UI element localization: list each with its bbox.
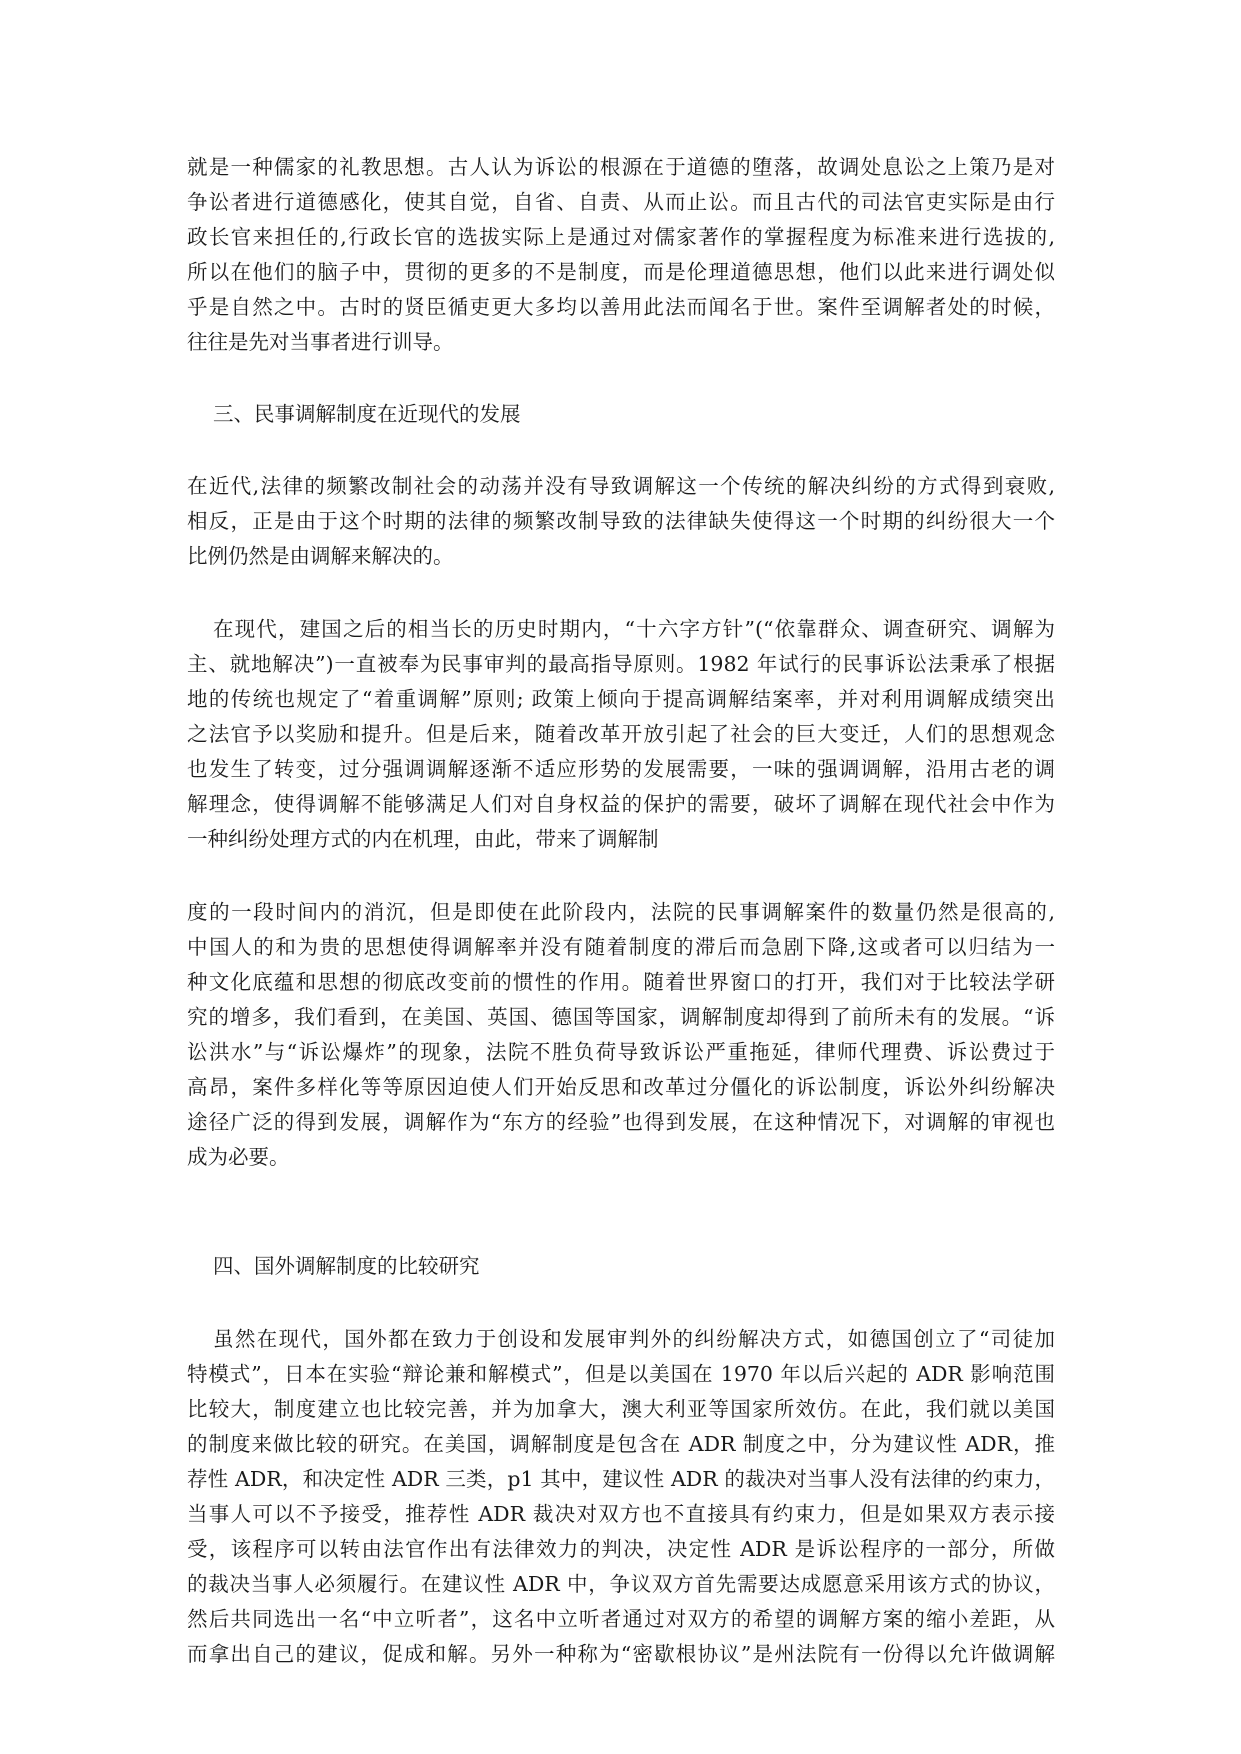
paragraph <box>187 612 1055 857</box>
text-line: 在现代，建国之后的相当长的历史时期内，“十六字方针”(“依靠群众、调查研究、调解为 <box>213 617 1055 641</box>
text-line: 高昂，案件多样化等等原因迫使人们开始反思和改革过分僵化的诉讼制度，诉讼外纠纷解决 <box>187 1075 1055 1099</box>
text-line: 种文化底蕴和思想的彻底改变前的惯性的作用。随着世界窗口的打开，我们对于比较法学研 <box>187 970 1055 994</box>
section-heading: 三、民事调解制度在近现代的发展 <box>213 402 521 426</box>
text-line: 争讼者进行道德感化，使其自觉，自省、自责、从而止讼。而且古代的司法官吏实际是由行 <box>187 190 1055 214</box>
text-line: 虽然在现代，国外都在致力于创设和发展审判外的纠纷解决方式，如德国创立了“司徒加 <box>213 1327 1055 1351</box>
text-line: 的裁决当事人必须履行。在建议性 ADR 中，争议双方首先需要达成愿意采用该方式的协议， <box>187 1572 1055 1596</box>
text-line: 当事人可以不予接受，推荐性 ADR 裁决对双方也不直接具有约束力，但是如果双方表示接 <box>187 1502 1055 1526</box>
text-line: 相反，正是由于这个时期的法律的频繁改制导致的法律缺失使得这一个时期的纠纷很大一个 <box>187 509 1055 533</box>
text-line: 一种纠纷处理方式的内在机理，由此，带来了调解制 <box>187 827 659 851</box>
text-line: 受，该程序可以转由法官作出有法律效力的判决，决定性 ADR 是诉讼程序的一部分，所做 <box>187 1537 1055 1561</box>
text-line: 比例仍然是由调解来解决的。 <box>187 544 454 568</box>
text-line: 的制度来做比较的研究。在美国，调解制度是包含在 ADR 制度之中，分为建议性 ADR，推 <box>187 1432 1055 1456</box>
text-line: 中国人的和为贵的思想使得调解率并没有随着制度的滞后而急剧下降,这或者可以归结为一 <box>187 935 1055 959</box>
text-line: 荐性 ADR，和决定性 ADR 三类，p1 其中，建议性 ADR 的裁决对当事人没有法律的约束力， <box>187 1467 1055 1491</box>
paragraph <box>187 150 1055 360</box>
text-line: 乎是自然之中。古时的贤臣循吏更大多均以善用此法而闻名于世。案件至调解者处的时候， <box>187 295 1055 319</box>
paragraph <box>187 1322 1055 1672</box>
text-line: 而拿出自己的建议，促成和解。另外一种称为“密歇根协议”是州法院有一份得以允许做调解 <box>187 1642 1055 1666</box>
text-line: 往往是先对当事者进行训导。 <box>187 330 454 354</box>
text-line: 主、就地解决”)一直被奉为民事审判的最高指导原则。1982 年试行的民事诉讼法秉承了根据 <box>187 652 1055 676</box>
text-line: 途径广泛的得到发展，调解作为“东方的经验”也得到发展，在这种情况下，对调解的审视也 <box>187 1110 1055 1134</box>
text-line: 讼洪水”与“诉讼爆炸”的现象，法院不胜负荷导致诉讼严重拖延，律师代理费、诉讼费过于 <box>187 1040 1055 1064</box>
text-line: 度的一段时间内的消沉，但是即使在此阶段内，法院的民事调解案件的数量仍然是很高的, <box>187 900 1055 924</box>
text-line: 特模式”，日本在实验“辩论兼和解模式”，但是以美国在 1970 年以后兴起的 ADR 影响范围 <box>187 1362 1055 1386</box>
text-line: 究的增多，我们看到，在美国、英国、德国等国家，调解制度却得到了前所未有的发展。“诉 <box>187 1005 1055 1029</box>
text-line: 然后共同选出一名“中立听者”，这名中立听者通过对双方的希望的调解方案的缩小差距，从 <box>187 1607 1055 1631</box>
text-line: 所以在他们的脑子中，贯彻的更多的不是制度，而是伦理道德思想，他们以此来进行调处似 <box>187 260 1055 284</box>
text-line: 解理念，使得调解不能够满足人们对自身权益的保护的需要，破坏了调解在现代社会中作为 <box>187 792 1055 816</box>
document-page <box>187 150 1055 1672</box>
text-line: 之法官予以奖励和提升。但是后来，随着改革开放引起了社会的巨大变迁，人们的思想观念 <box>187 722 1055 746</box>
section-heading: 四、国外调解制度的比较研究 <box>213 1254 480 1278</box>
text-line: 比较大，制度建立也比较完善，并为加拿大，澳大利亚等国家所效仿。在此，我们就以美国 <box>187 1397 1055 1421</box>
text-line: 也发生了转变，过分强调调解逐渐不适应形势的发展需要，一味的强调调解，沿用古老的调 <box>187 757 1055 781</box>
text-line: 政长官来担任的,行政长官的选拔实际上是通过对儒家著作的掌握程度为标准来进行选拔的, <box>187 225 1055 249</box>
paragraph <box>187 469 1055 574</box>
text-line: 在近代,法律的频繁改制社会的动荡并没有导致调解这一个传统的解决纠纷的方式得到衰败, <box>187 474 1055 498</box>
text-line: 成为必要。 <box>187 1145 290 1169</box>
text-line: 地的传统也规定了“着重调解”原则; 政策上倾向于提高调解结案率，并对利用调解成绩突出 <box>187 687 1055 711</box>
text-line: 就是一种儒家的礼教思想。古人认为诉讼的根源在于道德的堕落，故调处息讼之上策乃是对 <box>187 155 1055 179</box>
paragraph <box>187 895 1055 1175</box>
